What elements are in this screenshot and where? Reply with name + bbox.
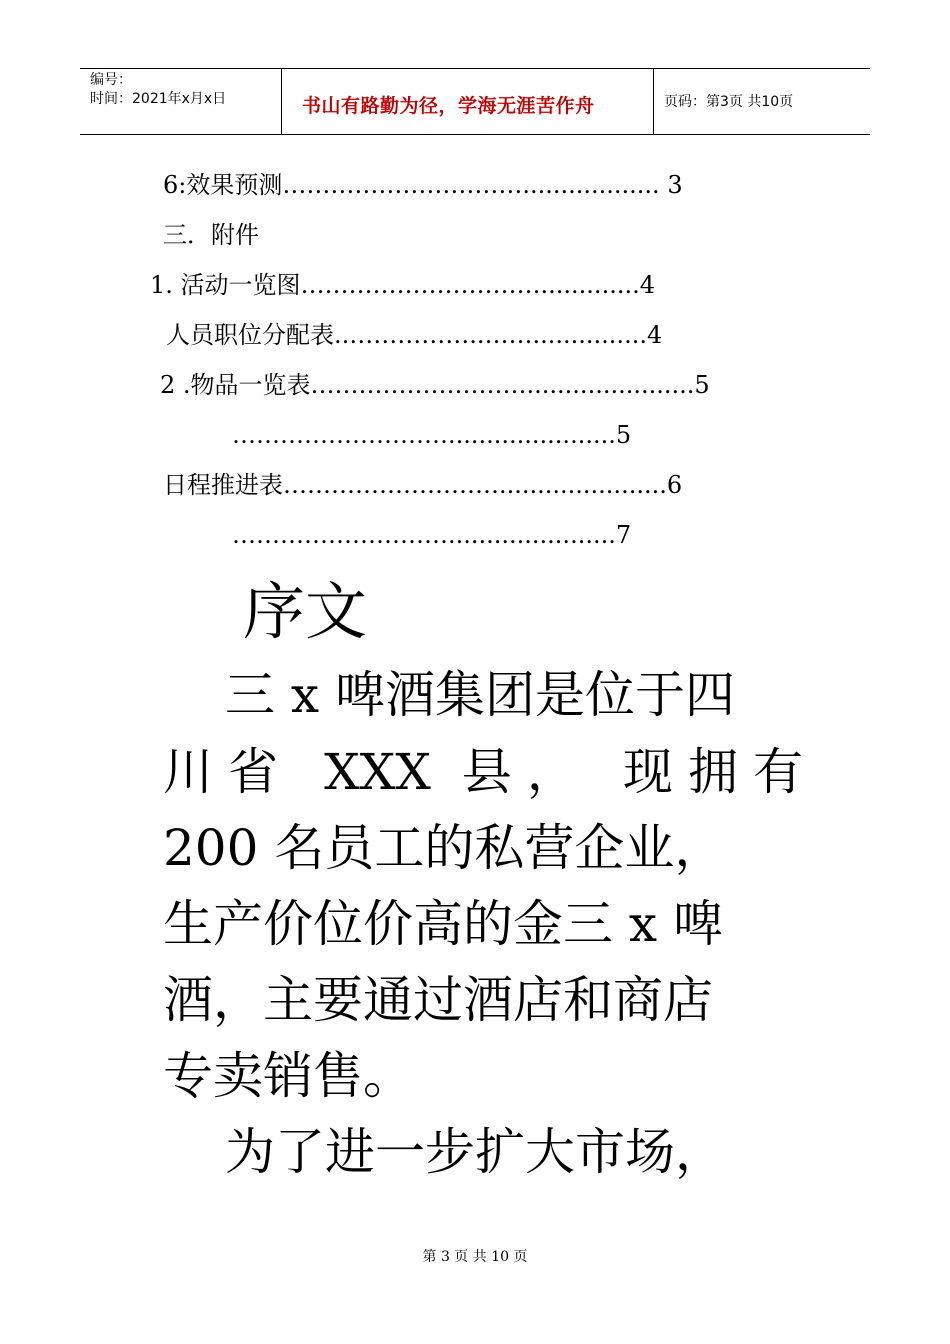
header-page-cell	[654, 69, 870, 134]
body-text-line: 生产价位价高的金三 x 啤	[163, 895, 723, 953]
header-motto-cell	[282, 69, 654, 134]
toc-entry	[160, 370, 710, 400]
body-text-line: 川省 XXX 县， 现拥有	[163, 743, 803, 801]
toc-entry-title: 三．附件	[163, 221, 259, 249]
section-heading: 序文	[243, 575, 368, 648]
toc-entry	[163, 170, 683, 200]
page-footer: 第 3 页 共 10 页	[422, 1249, 528, 1265]
toc-entry-title: 6:效果预测	[163, 171, 283, 199]
body-text-line: 酒，主要通过酒店和商店	[163, 971, 713, 1029]
toc-entry-page: 5	[694, 371, 710, 399]
toc-entry	[232, 420, 631, 450]
toc-entry-page: 4	[639, 271, 655, 299]
toc-entry-dots: ...............	[532, 321, 647, 349]
toc-entry-dots: ......................	[499, 471, 667, 499]
toc-entry-dots: ..……………..……	[334, 321, 533, 349]
toc-entry-page: 5	[615, 421, 632, 449]
toc-entry-dots: ......................	[448, 421, 616, 449]
toc-entry-dots: ......................	[448, 521, 616, 549]
toc-entry-dots: …………………………	[300, 271, 541, 299]
toc-entry-page: 6	[666, 471, 683, 499]
toc-entry-dots: .............	[540, 271, 640, 299]
body-text-line: 三 x 啤酒集团是位于四	[225, 666, 735, 724]
toc-entry	[163, 470, 682, 500]
header-page-info: 页码：第3页 共10页	[664, 94, 794, 110]
toc-entry-title: 日程推进表	[163, 471, 283, 499]
toc-entry-title: 人员职位分配表	[166, 321, 334, 349]
toc-entry-title: 2 .物品一览表	[160, 371, 311, 399]
toc-entry-page: 3	[659, 171, 683, 199]
document-number-label: 编号：	[90, 72, 132, 88]
toc-entry-page: 4	[646, 321, 663, 349]
body-text-line: 专卖销售。	[163, 1047, 413, 1105]
toc-entry-title: 1. 活动一览图	[150, 271, 301, 299]
toc-entry	[150, 270, 655, 300]
toc-entry-dots: …………………………	[282, 171, 523, 199]
toc-entry-dots: ………………………	[232, 521, 448, 549]
header-motto: 书山有路勤为径，学海无涯苦作舟	[302, 95, 595, 117]
toc-entry-dots: ..................	[522, 171, 660, 199]
body-text-line: 为了进一步扩大市场，	[225, 1123, 725, 1181]
toc-entry	[232, 520, 631, 550]
toc-entry-dots: ………………………	[310, 371, 527, 399]
toc-entry-dots: ………………………	[283, 471, 499, 499]
toc-entry-page: 7	[615, 521, 632, 549]
header-meta-cell	[80, 69, 282, 134]
toc-entry-dots: ......................	[526, 371, 695, 399]
toc-entry	[166, 320, 662, 350]
document-date-label: 时间：2021年x月x日	[90, 91, 227, 107]
page-header	[80, 68, 870, 135]
body-text-line: 200 名员工的私营企业，	[163, 819, 725, 877]
toc-entry	[163, 220, 259, 250]
toc-entry-dots: ………………………	[232, 421, 448, 449]
